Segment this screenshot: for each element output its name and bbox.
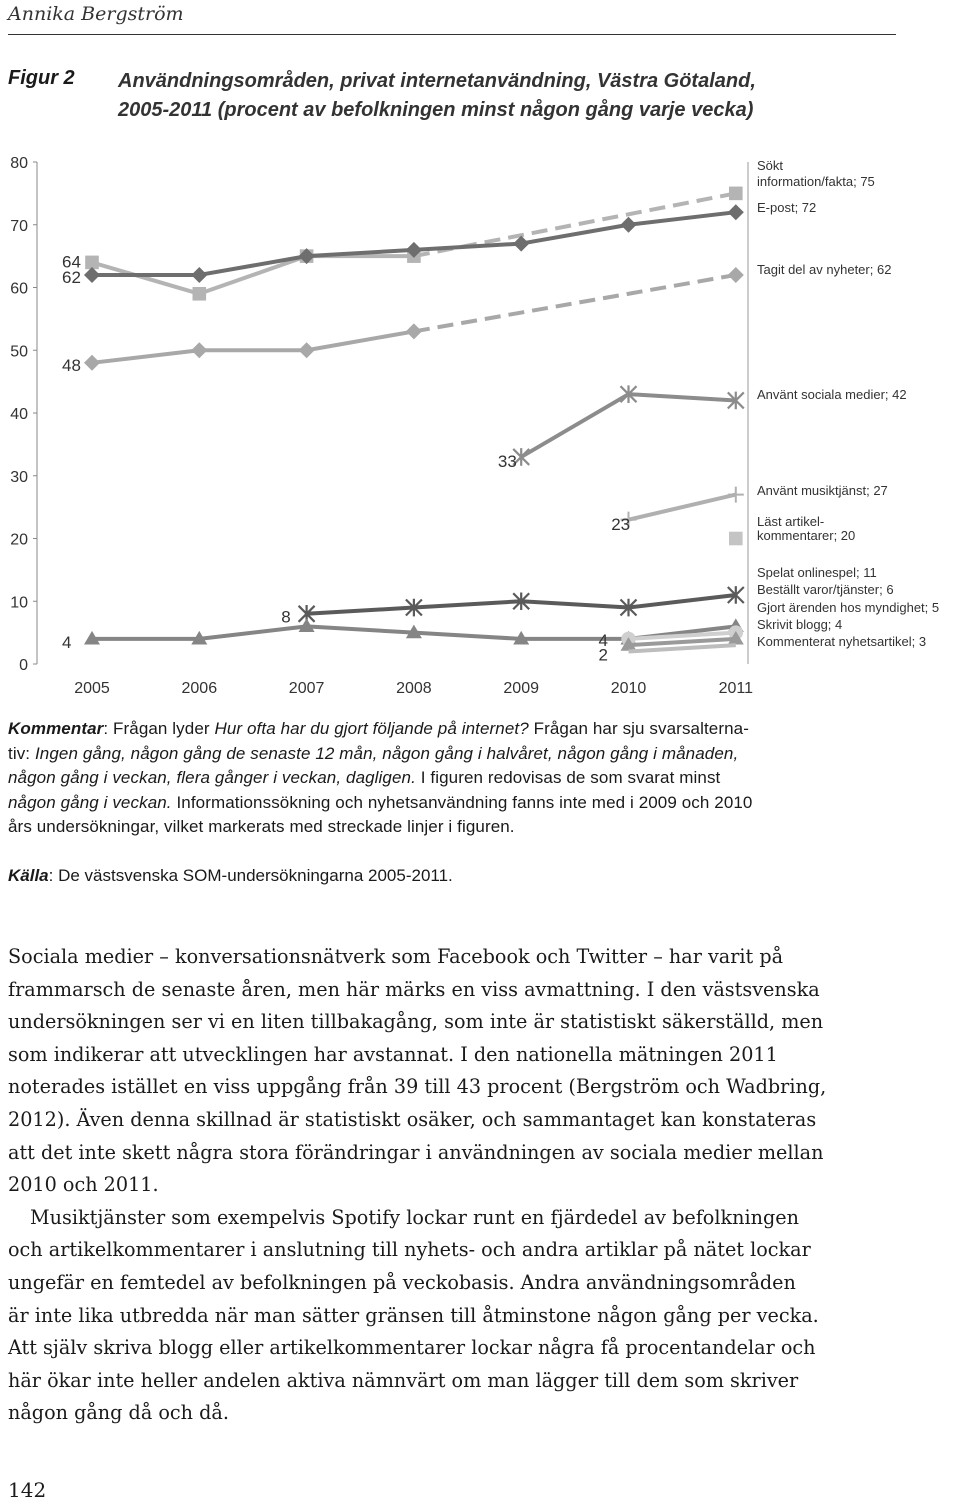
legend-label: Tagit del av nyheter; 62 xyxy=(757,262,892,277)
legend-label: information/fakta; 75 xyxy=(757,174,875,189)
comment-text-5: års undersökningar, vilket markerats med streckade linjer i figuren. xyxy=(8,817,515,836)
legend-label: Använt musiktjänst; 27 xyxy=(757,483,888,498)
series-0-point xyxy=(729,187,743,201)
x-tick-label: 2010 xyxy=(610,680,647,697)
body-line: här ökar inte heller andelen aktiva nämnvärt om man lägger till dem som skriver xyxy=(8,1368,799,1392)
body-line: 2010 och 2011. xyxy=(8,1173,159,1197)
series-3-segment xyxy=(629,394,736,400)
data-value-label: 23 xyxy=(611,514,631,534)
comment-options-1: Ingen gång, någon gång de senaste 12 mån, någon gång i halvåret, någon gång i månaden, xyxy=(34,743,739,763)
series-0-segment xyxy=(92,262,199,293)
series-6-segment xyxy=(414,601,521,607)
body-line: någon gång då och då. xyxy=(8,1401,229,1425)
y-tick-label: 20 xyxy=(10,531,28,549)
x-tick-label: 2005 xyxy=(74,680,110,697)
body-line: frammarsch de senaste åren, men här märks en viss avmattning. I den västsvenska xyxy=(8,977,820,1001)
source-text: : De västsvenska SOM-undersökningarna 2005-2011. xyxy=(48,866,453,885)
body-line: är inte lika utbredda när man sätter gränsen till åtminstone någon gång per vecka. xyxy=(8,1303,819,1327)
series-1-segment xyxy=(629,212,736,225)
series-2-point xyxy=(84,355,100,371)
y-tick-label: 40 xyxy=(10,406,28,423)
data-value-label: 33 xyxy=(497,452,517,472)
legend-label: Gjort ärenden hos myndighet; 5 xyxy=(757,600,940,615)
series-1-point xyxy=(84,267,100,283)
body-line: och artikelkommentarer i anslutning till nyhets- och andra artiklar på nätet lockar xyxy=(8,1238,811,1262)
figure-label: Figur 2 xyxy=(8,67,75,89)
comment-label: Kommentar xyxy=(8,719,104,738)
legend-label: Sökt xyxy=(757,158,784,173)
comment-text-2a: tiv: xyxy=(8,743,35,763)
series-2-segment xyxy=(307,331,414,350)
y-tick-label: 50 xyxy=(10,343,28,361)
series-2-segment xyxy=(92,350,199,363)
series-1-segment xyxy=(521,225,628,244)
x-tick-label: 2007 xyxy=(288,680,325,697)
figure-source xyxy=(8,866,453,886)
series-2-point xyxy=(299,342,315,358)
series-7-segment xyxy=(199,626,306,639)
y-tick-label: 10 xyxy=(10,594,28,612)
y-tick-label: 60 xyxy=(10,280,28,298)
x-tick-label: 2006 xyxy=(181,680,218,697)
legend-label: E-post; 72 xyxy=(757,200,817,215)
comment-question: Hur ofta har du gjort följande på internet? xyxy=(214,719,529,738)
figure-comment xyxy=(8,717,898,840)
y-tick-label: 80 xyxy=(10,155,28,172)
series-0-point xyxy=(193,287,207,301)
series-7-segment xyxy=(307,626,414,632)
series-7-segment xyxy=(414,633,521,639)
legend-label: Skrivit blogg; 4 xyxy=(757,617,843,632)
legend-label: Beställt varor/tjänster; 6 xyxy=(757,582,894,597)
x-tick-label: 2009 xyxy=(503,680,539,697)
x-tick-label: 2011 xyxy=(718,680,754,697)
comment-options-3: någon gång i veckan. xyxy=(8,792,172,812)
body-line: 2012). Även denna skillnad är statistiskt osäker, och sammantaget kan konstateras xyxy=(8,1107,817,1131)
series-2-point xyxy=(191,342,207,358)
series-2-point xyxy=(728,267,744,283)
comment-text-1a: : Frågan lyder xyxy=(103,719,215,738)
running-header-author: Annika Bergström xyxy=(8,3,184,25)
series-3-segment xyxy=(521,394,628,457)
series-4-segment xyxy=(629,495,736,520)
page-number: 142 xyxy=(8,1478,47,1502)
series-6-segment xyxy=(629,595,736,608)
x-tick-label: 2008 xyxy=(396,680,432,697)
body-line: noterades istället en viss uppgång från 39 till 43 procent (Bergström och Wadbring, xyxy=(8,1075,827,1099)
body-line: ungefär en femtedel av befolkningen på veckobasis. Andra användningsområden xyxy=(8,1270,796,1294)
series-1-segment xyxy=(199,256,306,275)
legend-label: Använt sociala medier; 42 xyxy=(757,387,907,402)
y-tick-label: 0 xyxy=(19,657,28,674)
header-rule xyxy=(8,34,896,35)
body-line: Sociala medier – konversationsnätverk som Facebook och Twitter – har varit på xyxy=(8,945,784,968)
series-5-point xyxy=(729,532,743,546)
legend-label: Spelat onlinespel; 11 xyxy=(757,565,877,580)
series-6-segment xyxy=(307,608,414,614)
comment-text-1b: Frågan har sju svarsalterna- xyxy=(528,719,749,738)
body-line: att det inte skett några stora förändringar i användningen av sociala medier mellan xyxy=(8,1140,824,1164)
series-0-segment xyxy=(199,256,306,294)
series-2-point xyxy=(406,323,422,339)
data-value-label: 62 xyxy=(62,268,81,288)
y-tick-label: 70 xyxy=(10,217,28,235)
legend-label: Kommenterat nyhetsartikel; 3 xyxy=(757,634,927,649)
legend-label: Läst artikel- xyxy=(757,514,825,529)
body-text xyxy=(8,941,900,1430)
figure-title-line-1: Användningsområden, privat internetanvändning, Västra Götaland, xyxy=(118,70,756,92)
data-value-label: 4 xyxy=(62,632,72,652)
series-6-segment xyxy=(521,601,628,607)
source-label: Källa xyxy=(8,866,49,885)
series-1-point xyxy=(728,204,744,220)
y-tick-label: 30 xyxy=(10,468,28,486)
data-value-label: 2 xyxy=(598,645,608,665)
series-1-point xyxy=(621,217,637,233)
data-value-label: 64 xyxy=(62,252,81,272)
figure-title-line-2: 2005-2011 (procent av befolkningen minst någon gång varje vecka) xyxy=(118,99,754,121)
body-line: undersökningen ser vi en liten tillbakagång, som inte är statistiskt säkerställd, men xyxy=(8,1010,824,1034)
comment-text-3: I figuren redovisas de som svarat minst xyxy=(415,768,721,787)
series-4-point xyxy=(728,487,744,503)
data-value-label: 4 xyxy=(598,630,608,650)
data-value-label: 8 xyxy=(281,607,291,627)
line-chart xyxy=(0,140,960,710)
comment-text-4: Informationssökning och nyhetsanvändning fanns inte med i 2009 och 2010 xyxy=(171,792,753,812)
body-line: som indikerar att utvecklingen har avstannat. I den nationella mätningen 2011 xyxy=(8,1042,778,1066)
data-value-label: 48 xyxy=(62,356,81,376)
comment-options-2: någon gång i veckan, flera gånger i veckan, dagligen. xyxy=(8,768,416,787)
body-line: Musiktjänster som exempelvis Spotify lockar runt en fjärdedel av befolkningen xyxy=(30,1205,799,1229)
figure-title xyxy=(118,67,898,125)
series-2-segment xyxy=(414,275,736,331)
legend-label: kommentarer; 20 xyxy=(757,528,856,543)
body-line: Att själv skriva blogg eller artikelkommentarer lockar några få procentandelar och xyxy=(8,1336,816,1360)
series-1-point xyxy=(191,267,207,283)
